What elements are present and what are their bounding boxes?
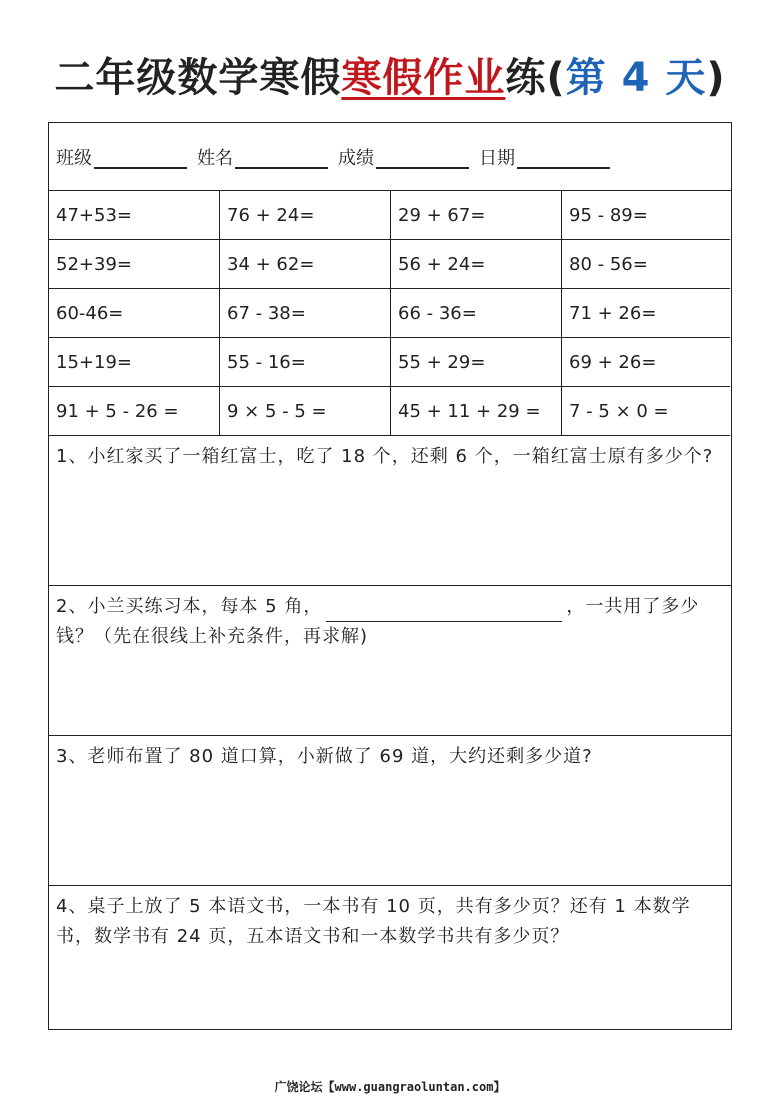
- problem-4-text: 4、桌子上放了 5 本语文书，一本书有 10 页，共有多少页？还有 1 本数学书，数学书有 24 页，五本语文书和一本数学书共有多少页？: [56, 896, 691, 947]
- exercise-cell: 45 + 11 + 29 =: [391, 387, 562, 436]
- student-info-row: [49, 123, 731, 191]
- name-field[interactable]: [235, 145, 328, 169]
- exercise-cell: 29 + 67=: [391, 191, 562, 240]
- exercise-cell: 55 + 29=: [391, 338, 562, 387]
- worksheet: [48, 122, 732, 1030]
- class-label: 班级: [56, 147, 92, 169]
- exercise-cell: 91 + 5 - 26 =: [49, 387, 220, 436]
- date-field[interactable]: [517, 145, 610, 169]
- exercise-cell: 95 - 89=: [562, 191, 730, 240]
- page-title: [0, 48, 780, 108]
- problem-2-text-end: ，一共用了多少钱？（先在很线上补充条件，再求解): [56, 596, 700, 647]
- exercise-cell: 47+53=: [49, 191, 220, 240]
- word-problem-2: [49, 586, 731, 736]
- title-part-2: 寒假作业: [341, 55, 506, 101]
- exercise-cell: 67 - 38=: [220, 289, 391, 338]
- title-part-1: 二年级数学寒假: [54, 55, 342, 101]
- exercise-cell: 71 + 26=: [562, 289, 730, 338]
- title-day: 第 4 天: [565, 55, 707, 101]
- exercise-cell: 9 × 5 - 5 =: [220, 387, 391, 436]
- exercise-cell: 7 - 5 × 0 =: [562, 387, 730, 436]
- problem-1-text: 1、小红家买了一箱红富士，吃了 18 个，还剩 6 个，一箱红富士原有多少个?: [56, 446, 714, 467]
- word-problem-3: [49, 736, 731, 886]
- word-problem-4: [49, 886, 731, 1036]
- score-label: 成绩: [338, 147, 374, 169]
- word-problem-1: [49, 436, 731, 586]
- class-field[interactable]: [94, 145, 187, 169]
- title-part-5: ): [706, 55, 726, 101]
- exercise-cell: 80 - 56=: [562, 240, 730, 289]
- exercise-cell: 66 - 36=: [391, 289, 562, 338]
- exercise-cell: 15+19=: [49, 338, 220, 387]
- date-label: 日期: [479, 147, 515, 169]
- name-label: 姓名: [197, 147, 233, 169]
- exercise-cell: 52+39=: [49, 240, 220, 289]
- condition-fill-line[interactable]: [326, 601, 562, 622]
- title-part-3: 练(: [505, 55, 566, 101]
- exercise-cell: 55 - 16=: [220, 338, 391, 387]
- score-field[interactable]: [376, 145, 469, 169]
- problem-2-text-start: 2、小兰买练习本，每本 5 角，: [56, 596, 323, 617]
- exercise-cell: 76 + 24=: [220, 191, 391, 240]
- exercise-cell: 56 + 24=: [391, 240, 562, 289]
- exercise-grid: [49, 191, 731, 436]
- problem-3-text: 3、老师布置了 80 道口算，小新做了 69 道，大约还剩多少道?: [56, 746, 593, 767]
- footer-source: 广饶论坛【www.guangraoluntan.com】: [274, 1080, 506, 1094]
- exercise-cell: 34 + 62=: [220, 240, 391, 289]
- exercise-cell: 60-46=: [49, 289, 220, 338]
- exercise-cell: 69 + 26=: [562, 338, 730, 387]
